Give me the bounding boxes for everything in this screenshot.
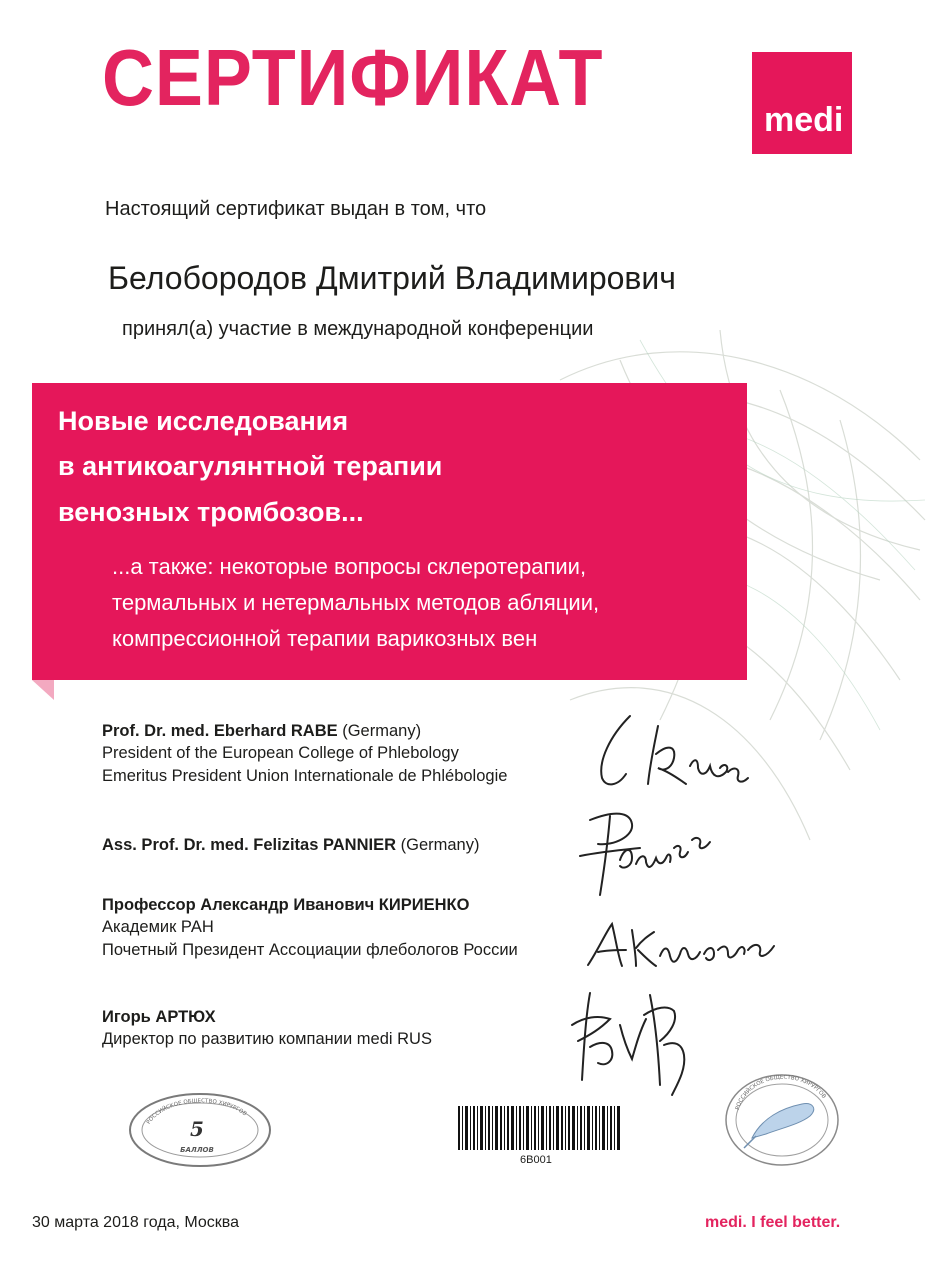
certificate-title: СЕРТИФИКАТ <box>102 33 604 122</box>
conference-title-line: в антикоагулянтной терапии <box>58 451 443 481</box>
date-place: 30 марта 2018 года, Москва <box>32 1214 239 1231</box>
barcode <box>458 1106 620 1150</box>
stamp-ring-text: РОССИЙСКОЕ ОБЩЕСТВО ХИРУРГОВ <box>146 1098 248 1126</box>
signatory-role: Академик РАН <box>102 918 214 937</box>
stamp-ring-text: РОССИЙСКОЕ ОБЩЕСТВО ХИРУРГОВ <box>734 1074 827 1111</box>
signature-pannier <box>570 800 720 900</box>
signatory-name: Prof. Dr. med. Eberhard RABE <box>102 722 338 740</box>
signature-rabe <box>590 706 750 791</box>
stamp-points: 5 <box>190 1117 204 1141</box>
medi-slogan: medi. I feel better. <box>705 1214 841 1231</box>
signatory-name: Ass. Prof. Dr. med. Felizitas PANNIER <box>102 836 397 854</box>
signatory-artyukh <box>102 1006 432 1051</box>
signatory-rabe <box>102 720 507 787</box>
signatory-kirienko <box>102 894 518 961</box>
points-stamp <box>125 1088 275 1170</box>
signatory-name: Профессор Александр Иванович КИРИЕНКО <box>102 896 470 914</box>
signatory-country: (Germany) <box>337 722 422 740</box>
intro-text: Настоящий сертификат выдан в том, что <box>105 198 487 220</box>
signatory-country: (Germany) <box>396 836 480 854</box>
conference-subtitle-line: термальных и нетермальных методов абляции, <box>112 590 600 615</box>
conference-banner <box>32 383 747 680</box>
participation-text: принял(а) участие в международной конференции <box>122 318 594 340</box>
stamp-unit: БАЛЛОВ <box>180 1146 214 1154</box>
signatory-name: Игорь АРТЮХ <box>102 1008 216 1026</box>
signatory-role: Директор по развитию компании medi RUS <box>102 1030 432 1049</box>
conference-title-line: венозных тромбозов... <box>58 497 364 527</box>
barcode-number: 6B001 <box>520 1154 552 1166</box>
signature-kirienko <box>578 910 778 980</box>
signatory-role: President of the European College of Phlebology <box>102 744 459 763</box>
logo-text: medi <box>764 101 844 139</box>
conference-subtitle-line: компрессионной терапии варикозных вен <box>112 626 538 651</box>
surgeons-society-stamp <box>722 1068 842 1168</box>
banner-fold <box>32 680 54 700</box>
signatory-pannier <box>102 834 479 856</box>
signatory-role: Почетный Президент Ассоциации флебологов России <box>102 940 518 959</box>
signatory-role: Emeritus President Union Internationale de Phlébologie <box>102 766 508 785</box>
conference-title-line: Новые исследования <box>58 406 349 436</box>
medi-logo <box>752 52 852 154</box>
recipient-name: Белобородов Дмитрий Владимирович <box>108 260 676 296</box>
conference-subtitle-line: ...а также: некоторые вопросы склеротерапии, <box>112 554 587 579</box>
signature-artyukh <box>560 985 700 1100</box>
